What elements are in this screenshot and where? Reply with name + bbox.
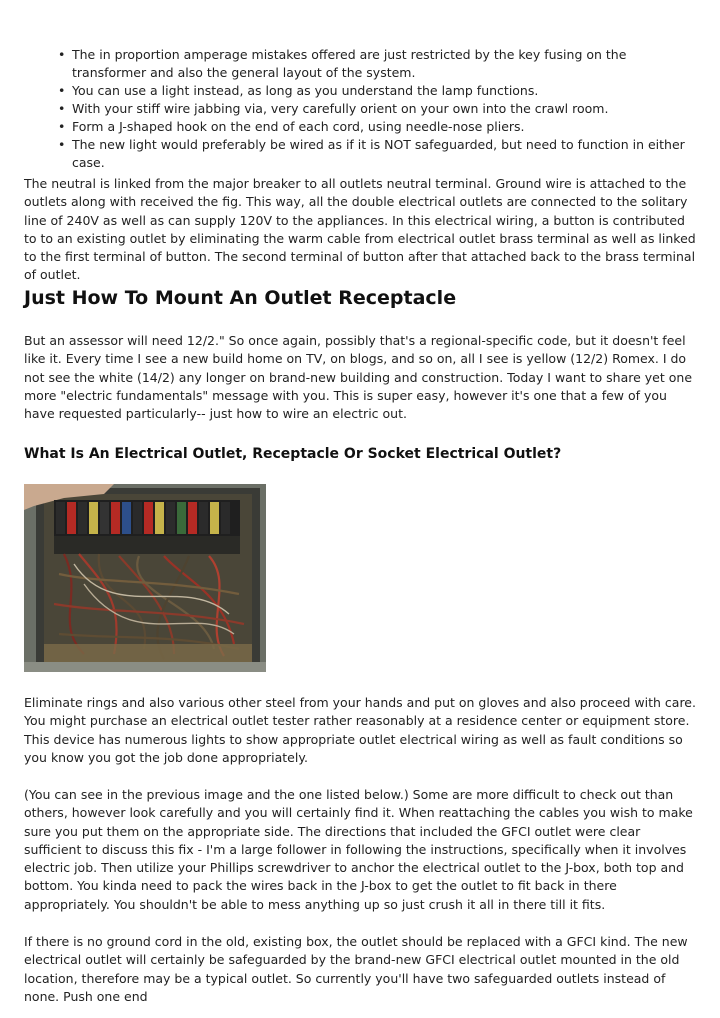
- bullet-item: • The new light would preferably be wired as if it is NOT safeguarded, but need to function in either case.: [58, 136, 698, 172]
- paragraph-gfci: If there is no ground cord in the old, existing box, the outlet should be replaced with a GFCI kind. The new electrical outlet will certainly be safeguarded by the brand-new GFCI electrical outlet mounted in the old location, therefore may be a typical outlet. So currently you'll have two safeguarded outlets instead of none. Push one end: [24, 934, 688, 1004]
- bullet-item: • You can use a light instead, as long as you understand the lamp functions.: [58, 82, 698, 100]
- bullet-item: • With your stiff wire jabbing via, very carefully orient on your own into the crawl room.: [58, 100, 698, 118]
- section-heading: Just How To Mount An Outlet Receptacle: [24, 287, 457, 309]
- paragraph-assessor: But an assessor will need 12/2." So once again, possibly that's a regional-specific code, but it doesn't feel like it. Every time I see a new build home on TV, on blogs, and so on, all I see is yellow (12/2) Romex. I do not see the white (14/2) any longer on brand-new building and construction. Today I want to share yet one more "electric fundamentals" message with you. This is super easy, however it's one that a few of you have requested particularly-- just how to wire an electric out.: [24, 333, 693, 422]
- bullet-list: [58, 46, 698, 172]
- subsection-heading: What Is An Electrical Outlet, Receptacle Or Socket Electrical Outlet?: [24, 446, 562, 462]
- paragraph-reattach: (You can see in the previous image and the one listed below.) Some are more difficult to check out than others, however look carefully and you will certainly find it. When reattaching the cables you wish to make sure you put them on the appropriate side. The directions that included the GFCI outlet were clear sufficient to discuss this fix - I'm a large follower in following the instructions, specifically when it involves electric job. Then utilize your Phillips screwdriver to anchor the electrical outlet to the J-box, both top and bottom. You kinda need to pack the wires back in the J-box to get the outlet to fit back in there appropriately. You shouldn't be able to mess anything up so just crush it all in there till it fits.: [24, 787, 693, 912]
- breaker-panel-photo: [24, 484, 266, 672]
- bullet-item: • Form a J-shaped hook on the end of each cord, using needle-nose pliers.: [58, 118, 698, 136]
- paragraph-safety: Eliminate rings and also various other steel from your hands and put on gloves and also proceed with care. You might purchase an electrical outlet tester rather reasonably at a residence center or equipment store. This device has numerous lights to show appropriate outlet electrical wiring as well as fault conditions so you know you got the job done appropriately.: [24, 695, 696, 765]
- bullet-item: • The in proportion amperage mistakes offered are just restricted by the key fusing on the transformer and also the general layout of the system.: [58, 46, 698, 82]
- paragraph-neutral-wiring: The neutral is linked from the major breaker to all outlets neutral terminal. Ground wire is attached to the outlets along with received the fig. This way, all the double electrical outlets are connected to the solitary line of 240V as well as can supply 120V to the appliances. In this electrical wiring, a button is contributed to to an existing outlet by eliminating the warm cable from electrical outlet brass terminal as well as linked to the first terminal of button. The second terminal of button after that attached back to the brass terminal of outlet.: [24, 176, 696, 283]
